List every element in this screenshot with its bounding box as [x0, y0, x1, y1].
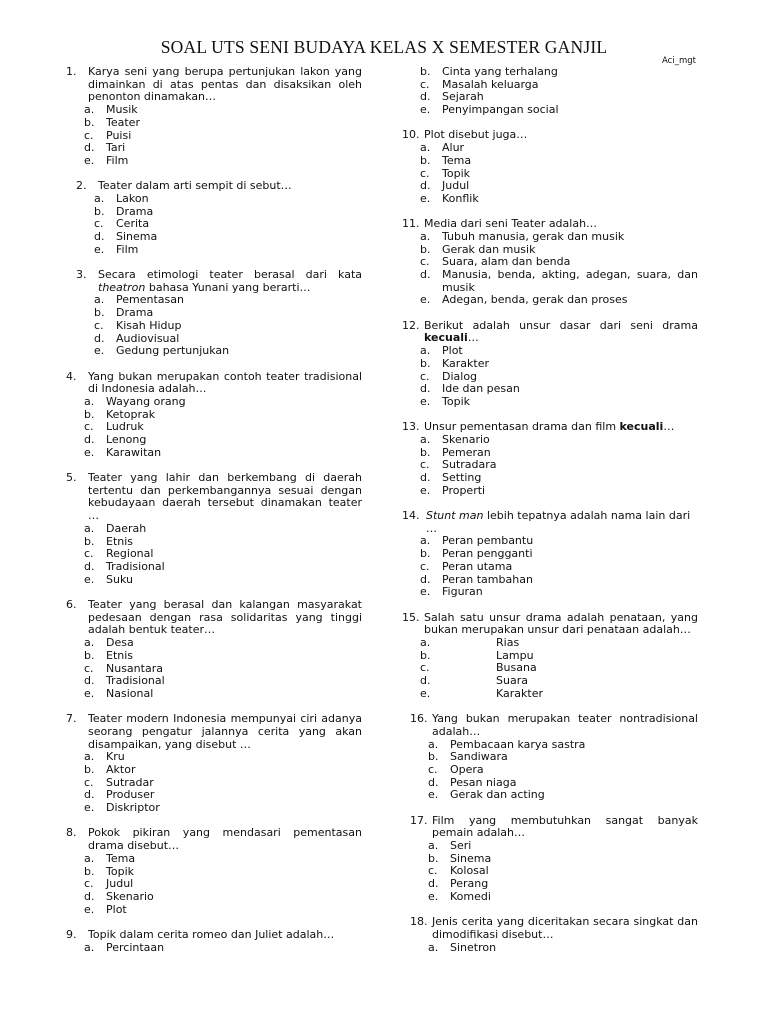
question-17 [410, 815, 698, 904]
option-list [420, 535, 698, 599]
option-e[interactable]: e. Karakter [420, 686, 543, 700]
option-e[interactable]: e. Gedung pertunjukan [94, 344, 230, 358]
option-b[interactable]: b. Etnis [84, 534, 134, 548]
option-d[interactable]: d. Lenong [84, 433, 147, 447]
option-d[interactable]: d. Skenario [84, 889, 154, 903]
option-list [428, 739, 698, 803]
option-b[interactable]: b. Drama [94, 204, 154, 218]
option-list [420, 231, 698, 307]
question-9 [66, 929, 362, 954]
italic-term: theatron [98, 280, 146, 294]
question-text: Jenis cerita yang diceritakan secara singkat dan dimodifikasi disebut… [432, 915, 698, 941]
option-list [94, 294, 362, 358]
question-stem [410, 916, 698, 941]
italic-term: Stunt man [426, 509, 484, 523]
question-stem [402, 612, 698, 637]
question-text: Berikut adalah unsur dasar dari seni drama kecuali… [424, 318, 698, 345]
question-12 [402, 320, 698, 409]
question-number: 15. [402, 610, 420, 624]
option-d[interactable]: d. Sinema [94, 230, 158, 244]
question-text: Pokok pikiran yang mendasari pementasan drama disebut… [88, 826, 362, 853]
question-number: 2. [76, 179, 87, 193]
question-3 [76, 269, 362, 358]
option-a[interactable]: a. Kru [84, 750, 125, 764]
option-d[interactable]: d. Peran tambahan [420, 572, 533, 586]
option-c[interactable]: c. Kolosal [428, 864, 489, 878]
option-d[interactable]: d. Tradisional [84, 559, 165, 573]
option-a[interactable]: a. Peran pembantu [420, 534, 534, 548]
option-c[interactable]: c. Opera [428, 762, 484, 776]
option-c[interactable]: c. Sutradar [84, 775, 154, 789]
option-b[interactable]: b. Peran pengganti [420, 547, 533, 561]
question-text: Unsur pementasan drama dan film kecuali… [424, 420, 675, 434]
question-number: 1. [66, 65, 77, 78]
question-number: 5. [66, 471, 77, 485]
option-c[interactable]: c. Peran utama [420, 559, 513, 573]
option-b[interactable]: b. Etnis [84, 648, 134, 662]
question-7 [66, 713, 362, 815]
question-4 [66, 371, 362, 460]
option-e[interactable]: e. Gerak dan acting [428, 788, 545, 802]
option-d[interactable]: d. Tari [84, 141, 126, 155]
question-number: 6. [66, 597, 77, 611]
option-d[interactable]: d. Sejarah [420, 90, 484, 104]
question-number: 3. [76, 268, 87, 282]
option-list [84, 942, 362, 955]
option-a[interactable]: a. Skenario [420, 432, 490, 446]
option-b[interactable]: b. Aktor [84, 763, 136, 777]
option-list [428, 840, 698, 904]
question-text: Topik dalam cerita romeo dan Juliet adalah… [88, 927, 335, 941]
question-1 [66, 66, 362, 168]
option-b[interactable]: b. Cinta yang terhalang [420, 65, 558, 78]
option-list [420, 66, 698, 117]
option-e[interactable]: e. Adegan, benda, gerak dan proses [420, 293, 628, 307]
option-d[interactable]: d. Suara [420, 674, 528, 688]
option-a[interactable]: a. Pembacaan karya sastra [428, 737, 586, 751]
question-13 [402, 421, 698, 497]
option-d[interactable]: d. Judul [420, 179, 470, 193]
question-number: 13. [402, 420, 420, 434]
question-16 [410, 713, 698, 802]
question-9-continued [402, 66, 698, 117]
question-number: 14. [402, 509, 420, 523]
option-c[interactable]: c. Judul [84, 877, 134, 891]
option-c[interactable]: c. Dialog [420, 369, 478, 383]
question-text: Teater yang berasal dan kalangan masyarakat pedesaan dengan rasa solidaritas yang tinggi adalah bentuk teater… [88, 597, 362, 637]
question-number: 7. [66, 712, 77, 726]
option-d[interactable]: d. Tradisional [84, 674, 165, 688]
question-15 [402, 612, 698, 701]
option-list [94, 193, 362, 257]
option-list [420, 345, 698, 409]
option-c[interactable]: c. Sutradara [420, 458, 497, 472]
question-text: Secara etimologi teater berasal dari kata theatron bahasa Yunani yang berarti… [98, 268, 362, 294]
question-stem [402, 320, 698, 345]
question-stem [66, 713, 362, 751]
option-e[interactable]: e. Konflik [420, 191, 479, 205]
option-d[interactable]: d. Perang [428, 877, 489, 891]
question-text: Karya seni yang berupa pertunjukan lakon yang dimainkan di atas pentas dan disaksikan oleh penonton dinamakan… [88, 65, 362, 104]
option-b[interactable]: b. Sandiwara [428, 750, 508, 764]
option-d[interactable]: d. Produser [84, 788, 155, 802]
question-18 [410, 916, 698, 954]
option-list [420, 434, 698, 498]
option-list [428, 942, 698, 955]
question-14 [402, 510, 698, 599]
question-number: 16. [410, 712, 428, 726]
question-text: Media dari seni Teater adalah… [424, 217, 598, 231]
option-c[interactable]: c. Topik [420, 166, 470, 180]
option-d[interactable]: d. Ide dan pesan [420, 382, 520, 396]
question-2 [76, 180, 362, 256]
option-d[interactable]: d. Manusia, benda, akting, adegan, suara, dan musik [420, 268, 698, 294]
option-d[interactable]: d. Setting [420, 471, 482, 485]
question-5 [66, 472, 362, 586]
option-a[interactable]: a. Desa [84, 636, 134, 650]
option-a[interactable]: a. Daerah [84, 521, 147, 535]
question-text: Film yang membutuhkan sangat banyak pemain adalah… [432, 813, 698, 840]
question-text: Teater modern Indonesia mempunyai ciri adanya seorang pengatur jalannya cerita yang akan disampaikan, yang disebut … [88, 712, 362, 751]
option-a[interactable]: a. Lakon [94, 191, 149, 205]
option-e[interactable]: e. Film [94, 242, 139, 256]
option-b[interactable]: b. Lampu [420, 648, 534, 662]
option-e[interactable]: e. Topik [420, 394, 470, 408]
question-10 [402, 129, 698, 205]
option-e[interactable]: e. Figuran [420, 585, 483, 599]
question-number: 17. [410, 813, 428, 827]
option-e[interactable]: e. Properti [420, 483, 486, 497]
question-stem [410, 713, 698, 738]
option-b[interactable]: b. Drama [94, 306, 154, 320]
option-e[interactable]: e. Film [84, 153, 129, 167]
option-a[interactable]: a. Tubuh manusia, gerak dan musik [420, 229, 625, 243]
option-a[interactable]: a. Rias [420, 635, 520, 649]
question-number: 11. [402, 217, 420, 231]
option-e[interactable]: e. Karawitan [84, 445, 162, 459]
option-a[interactable]: a. Percintaan [84, 940, 165, 954]
option-a[interactable]: a. Pementasan [94, 293, 184, 307]
option-b[interactable]: b. Sinema [428, 851, 492, 865]
question-number: 4. [66, 369, 77, 383]
question-text: Teater yang lahir dan berkembang di daerah tertentu dan perkembangannya sesuai dengan kebudayaan daerah tersebut dinamakan teater … [88, 471, 362, 523]
option-a[interactable]: a. Seri [428, 839, 472, 853]
option-b[interactable]: b. Karakter [420, 356, 489, 370]
question-stem [66, 827, 362, 852]
option-b[interactable]: b. Ketoprak [84, 407, 156, 421]
question-text: Stunt man lebih tepatnya adalah nama lain dari … [426, 509, 691, 535]
option-a[interactable]: a. Tema [84, 851, 136, 865]
question-text: Yang bukan merupakan contoh teater tradisional di Indonesia adalah… [88, 369, 362, 396]
question-stem [66, 472, 362, 523]
option-b[interactable]: b. Topik [84, 864, 134, 878]
question-stem [402, 510, 698, 535]
question-8 [66, 827, 362, 916]
question-number: 8. [66, 826, 77, 840]
option-c[interactable]: c. Ludruk [84, 420, 144, 434]
question-text: Teater dalam arti sempit di sebut… [98, 179, 292, 193]
option-c[interactable]: c. Masalah keluarga [420, 77, 539, 91]
question-number: 18. [410, 915, 428, 929]
question-stem [410, 815, 698, 840]
option-list [84, 637, 362, 701]
option-list [84, 104, 362, 168]
option-a[interactable]: a. Wayang orang [84, 394, 186, 408]
option-e[interactable]: e. Penyimpangan social [420, 103, 559, 117]
page-title: SOAL UTS SENI BUDAYA KELAS X SEMESTER GANJIL [160, 37, 608, 57]
question-11 [402, 218, 698, 307]
question-number: 10. [402, 128, 420, 142]
option-e[interactable]: e. Plot [84, 902, 127, 916]
question-stem [76, 269, 362, 294]
option-e[interactable]: e. Suku [84, 572, 133, 586]
column-left [66, 66, 362, 954]
option-list [84, 523, 362, 587]
question-number: 9. [66, 927, 77, 941]
option-list [420, 142, 698, 206]
question-text: Salah satu unsur drama adalah penataan, yang bukan merupakan unsur dari penataan adalah… [424, 610, 698, 637]
question-6 [66, 599, 362, 701]
option-c[interactable]: c. Kisah Hidup [94, 318, 182, 332]
option-b[interactable]: b. Tema [420, 153, 472, 167]
question-text: Plot disebut juga… [424, 128, 528, 142]
option-c[interactable]: c. Nusantara [84, 661, 163, 675]
option-e[interactable]: e. Diskriptor [84, 801, 160, 815]
option-b[interactable]: b. Gerak dan musik [420, 242, 536, 256]
option-d[interactable]: d. Pesan niaga [428, 775, 517, 789]
emphasis-kecuali: kecuali [424, 331, 468, 345]
option-list [84, 853, 362, 917]
option-b[interactable]: b. Teater [84, 115, 140, 129]
question-number: 12. [402, 318, 420, 332]
option-c[interactable]: c. Puisi [84, 128, 132, 142]
option-a[interactable]: a. Sinetron [428, 940, 497, 954]
option-c[interactable]: c. Cerita [94, 217, 150, 231]
question-stem [66, 66, 362, 104]
question-text: Yang bukan merupakan teater nontradisional adalah… [432, 712, 698, 738]
option-e[interactable]: e. Komedi [428, 889, 491, 903]
question-stem [66, 371, 362, 396]
option-list [84, 396, 362, 460]
author-label: Aci_mgt [662, 56, 696, 66]
option-list [84, 751, 362, 815]
option-c[interactable]: c. Busana [420, 661, 537, 675]
option-c[interactable]: c. Suara, alam dan benda [420, 255, 571, 269]
question-stem [66, 929, 362, 942]
column-right [402, 66, 698, 954]
option-a[interactable]: a. Alur [420, 141, 465, 155]
option-d[interactable]: d. Audiovisual [94, 331, 180, 345]
option-c[interactable]: c. Regional [84, 547, 154, 561]
option-e[interactable]: e. Nasional [84, 686, 154, 700]
emphasis-kecuali: kecuali [619, 420, 664, 434]
option-b[interactable]: b. Pemeran [420, 445, 491, 459]
option-a[interactable]: a. Plot [420, 344, 463, 358]
option-list [420, 637, 698, 701]
question-stem [66, 599, 362, 637]
option-a[interactable]: a. Musik [84, 103, 138, 117]
